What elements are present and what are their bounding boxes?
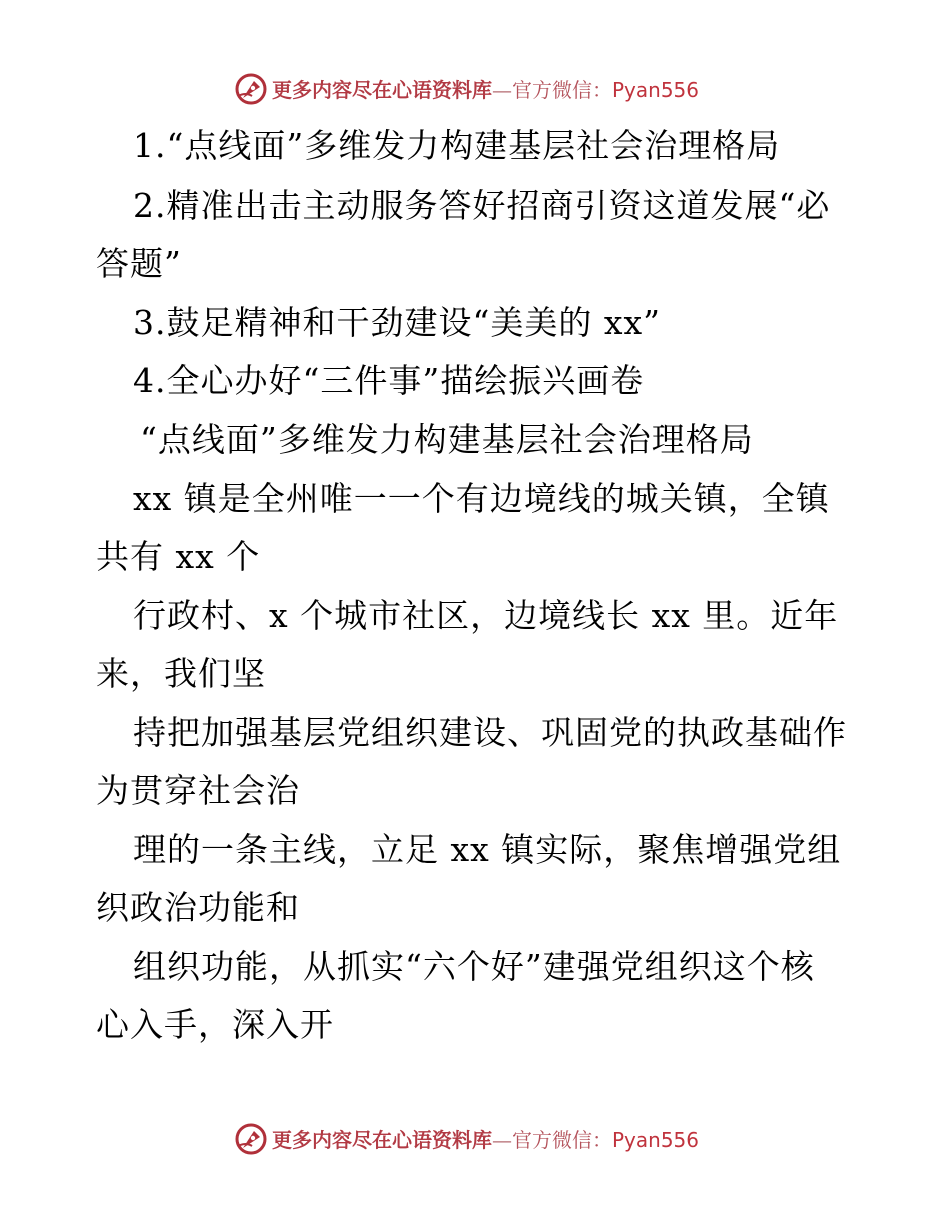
pen-nib-logo-icon [234, 72, 268, 106]
paragraph-line: 为贯穿社会治 [96, 771, 300, 810]
paragraph-line: xx 镇是全州唯一一个有边境线的城关镇，全镇 [133, 479, 830, 518]
paragraph-line: 共有 xx 个 [96, 537, 261, 576]
toc-item-2: 2.精准出击主动服务答好招商引资这道发展“必 [133, 186, 831, 225]
toc-item-2-continued: 答题” [96, 244, 182, 283]
paragraph-line: 织政治功能和 [96, 888, 300, 927]
watermark-header [0, 70, 950, 110]
watermark-footer [0, 1120, 950, 1160]
watermark-dash: — [492, 1128, 512, 1152]
watermark-wechat-label: 官方微信： [512, 1128, 612, 1152]
pen-nib-logo-icon [234, 1122, 268, 1156]
paragraph-line: 行政村、x 个城市社区，边境线长 xx 里。近年 [133, 596, 839, 635]
toc-item-1: 1.“点线面”多维发力构建基层社会治理格局 [133, 126, 781, 165]
paragraph-line: 来，我们坚 [96, 654, 266, 693]
toc-item-4: 4.全心办好“三件事”描绘振兴画卷 [133, 361, 645, 400]
watermark-wechat-id: Pyan556 [612, 78, 700, 102]
paragraph-line: 持把加强基层党组织建设、巩固党的执政基础作 [133, 713, 847, 752]
watermark-site-text: 更多内容尽在心语资料库 [272, 1128, 492, 1152]
watermark-wechat-label: 官方微信： [512, 78, 612, 102]
paragraph-line: 理的一条主线，立足 xx 镇实际，聚焦增强党组 [133, 830, 842, 869]
toc-item-3: 3.鼓足精神和干劲建设“美美的 xx” [133, 303, 661, 342]
watermark-wechat-id: Pyan556 [612, 1128, 700, 1152]
paragraph-line: 组织功能，从抓实“六个好”建强党组织这个核 [133, 947, 815, 986]
watermark-text [272, 1127, 699, 1153]
section-heading: “点线面”多维发力构建基层社会治理格局 [140, 420, 754, 459]
watermark-site-text: 更多内容尽在心语资料库 [272, 78, 492, 102]
watermark-text [272, 77, 699, 103]
paragraph-line: 心入手，深入开 [96, 1005, 334, 1044]
watermark-dash: — [492, 78, 512, 102]
